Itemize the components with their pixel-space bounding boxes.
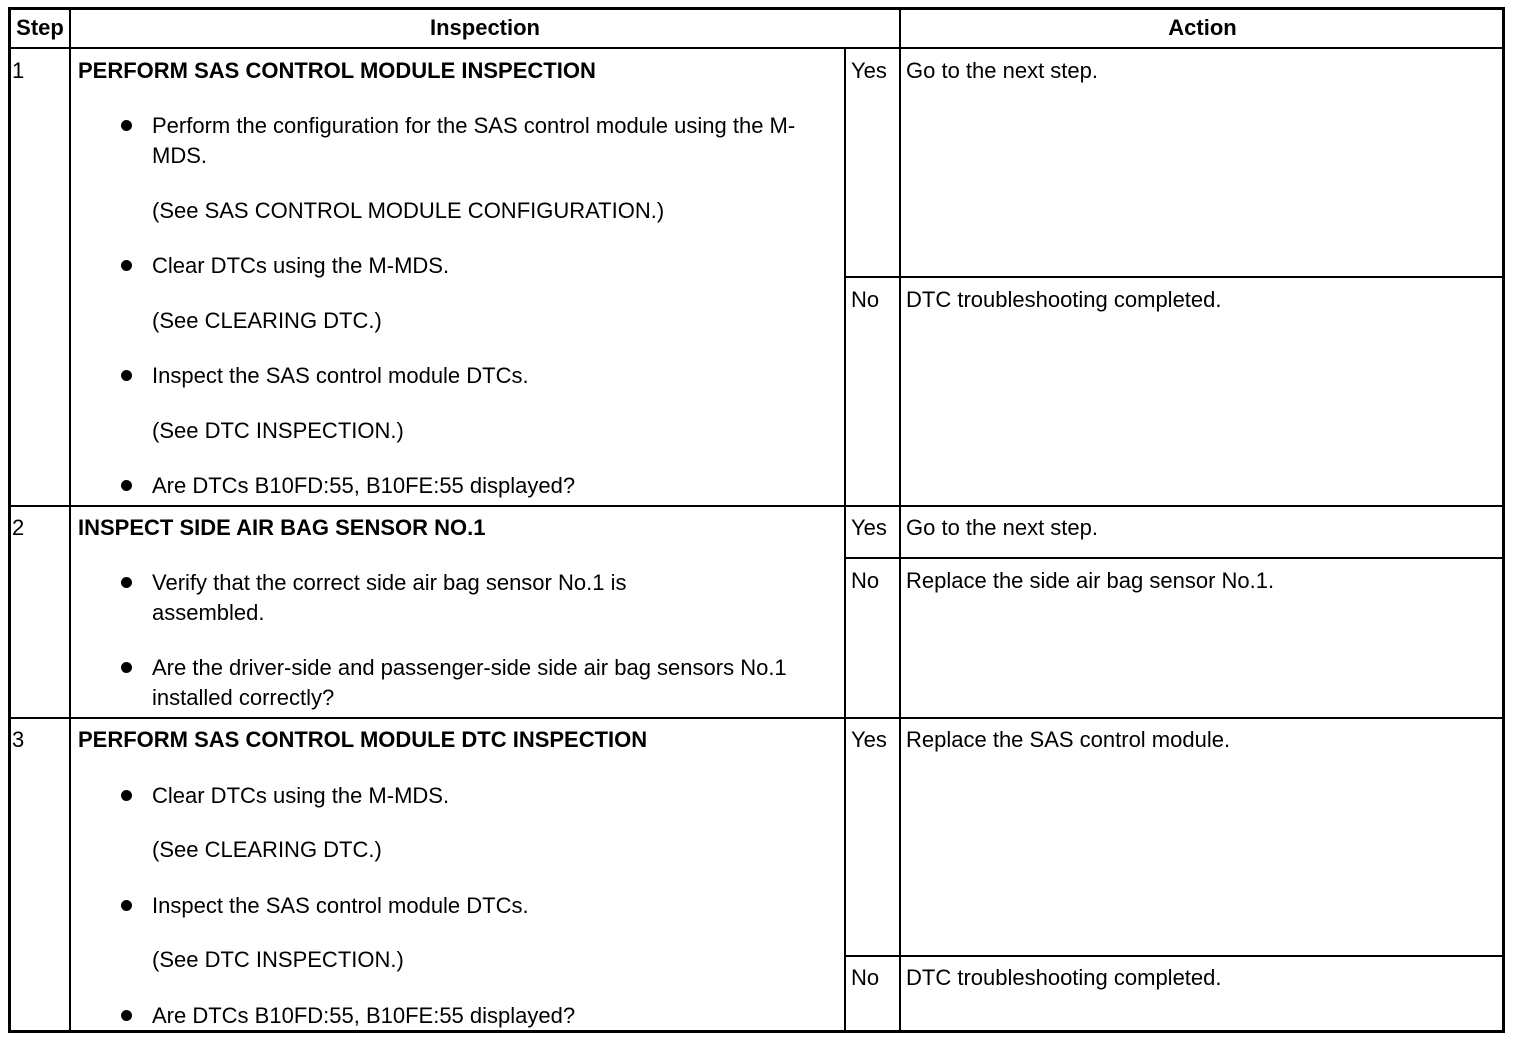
no-action: Replace the side air bag sensor No.1. [906, 568, 1275, 593]
inspection-reference: (See CLEARING DTC.) [152, 837, 382, 862]
step-number: 1 [12, 58, 25, 83]
action-column-divider [899, 9, 901, 1032]
no-label: No [851, 287, 880, 312]
inspection-reference: (See DTC INSPECTION.) [152, 418, 404, 443]
header-action: Action [1168, 15, 1237, 40]
step-column-divider [69, 9, 71, 1032]
bullet-icon [121, 900, 132, 911]
inspection-reference: (See SAS CONTROL MODULE CONFIGURATION.) [152, 198, 665, 223]
step-number: 2 [12, 515, 25, 540]
inspection-item: Clear DTCs using the M-MDS. [152, 253, 450, 278]
bullet-icon [121, 370, 132, 381]
inspection-reference: (See CLEARING DTC.) [152, 308, 382, 333]
header-inspection: Inspection [429, 15, 540, 40]
step-number: 3 [12, 727, 25, 752]
row-divider-2 [10, 717, 1504, 719]
yes-label: Yes [851, 727, 887, 752]
inspection-question: Are DTCs B10FD:55, B10FE:55 displayed? [152, 1003, 576, 1028]
no-action: DTC troubleshooting completed. [906, 287, 1222, 312]
bullet-icon [121, 120, 132, 131]
header-divider [10, 47, 1504, 49]
step-title: PERFORM SAS CONTROL MODULE DTC INSPECTION [78, 727, 648, 752]
yes-action: Go to the next step. [906, 58, 1099, 83]
bullet-icon [121, 260, 132, 271]
bullet-icon [121, 790, 132, 801]
yes-label: Yes [851, 515, 887, 540]
bullet-icon [121, 480, 132, 491]
no-label: No [851, 568, 880, 593]
yes-action: Go to the next step. [906, 515, 1099, 540]
inspection-question: Are DTCs B10FD:55, B10FE:55 displayed? [152, 473, 576, 498]
inspection-item: Clear DTCs using the M-MDS. [152, 783, 450, 808]
inspection-item: Verify that the correct side air bag sensor No.1 is assembled. [152, 570, 627, 625]
inspection-item: Perform the configuration for the SAS control module using the M-MDS. [152, 113, 796, 168]
no-label: No [851, 965, 880, 990]
step-title: PERFORM SAS CONTROL MODULE INSPECTION [78, 58, 596, 83]
step2-yes-no-divider [845, 557, 1504, 559]
header-step: Step [16, 15, 64, 40]
bullet-icon [121, 1010, 132, 1021]
yes-action: Replace the SAS control module. [906, 727, 1231, 752]
row-divider-1 [10, 505, 1504, 507]
bullet-icon [121, 662, 132, 673]
step1-yes-no-divider [845, 276, 1504, 278]
inspection-item: Inspect the SAS control module DTCs. [152, 363, 529, 388]
inspection-question: Are the driver-side and passenger-side side air bag sensors No.1 installed correctly? [152, 655, 787, 710]
yesno-column-divider [844, 48, 846, 1032]
inspection-item: Inspect the SAS control module DTCs. [152, 893, 529, 918]
no-action: DTC troubleshooting completed. [906, 965, 1222, 990]
inspection-reference: (See DTC INSPECTION.) [152, 947, 404, 972]
yes-label: Yes [851, 58, 887, 83]
step-title: INSPECT SIDE AIR BAG SENSOR NO.1 [78, 515, 486, 540]
bullet-icon [121, 577, 132, 588]
step3-yes-no-divider [845, 955, 1504, 957]
